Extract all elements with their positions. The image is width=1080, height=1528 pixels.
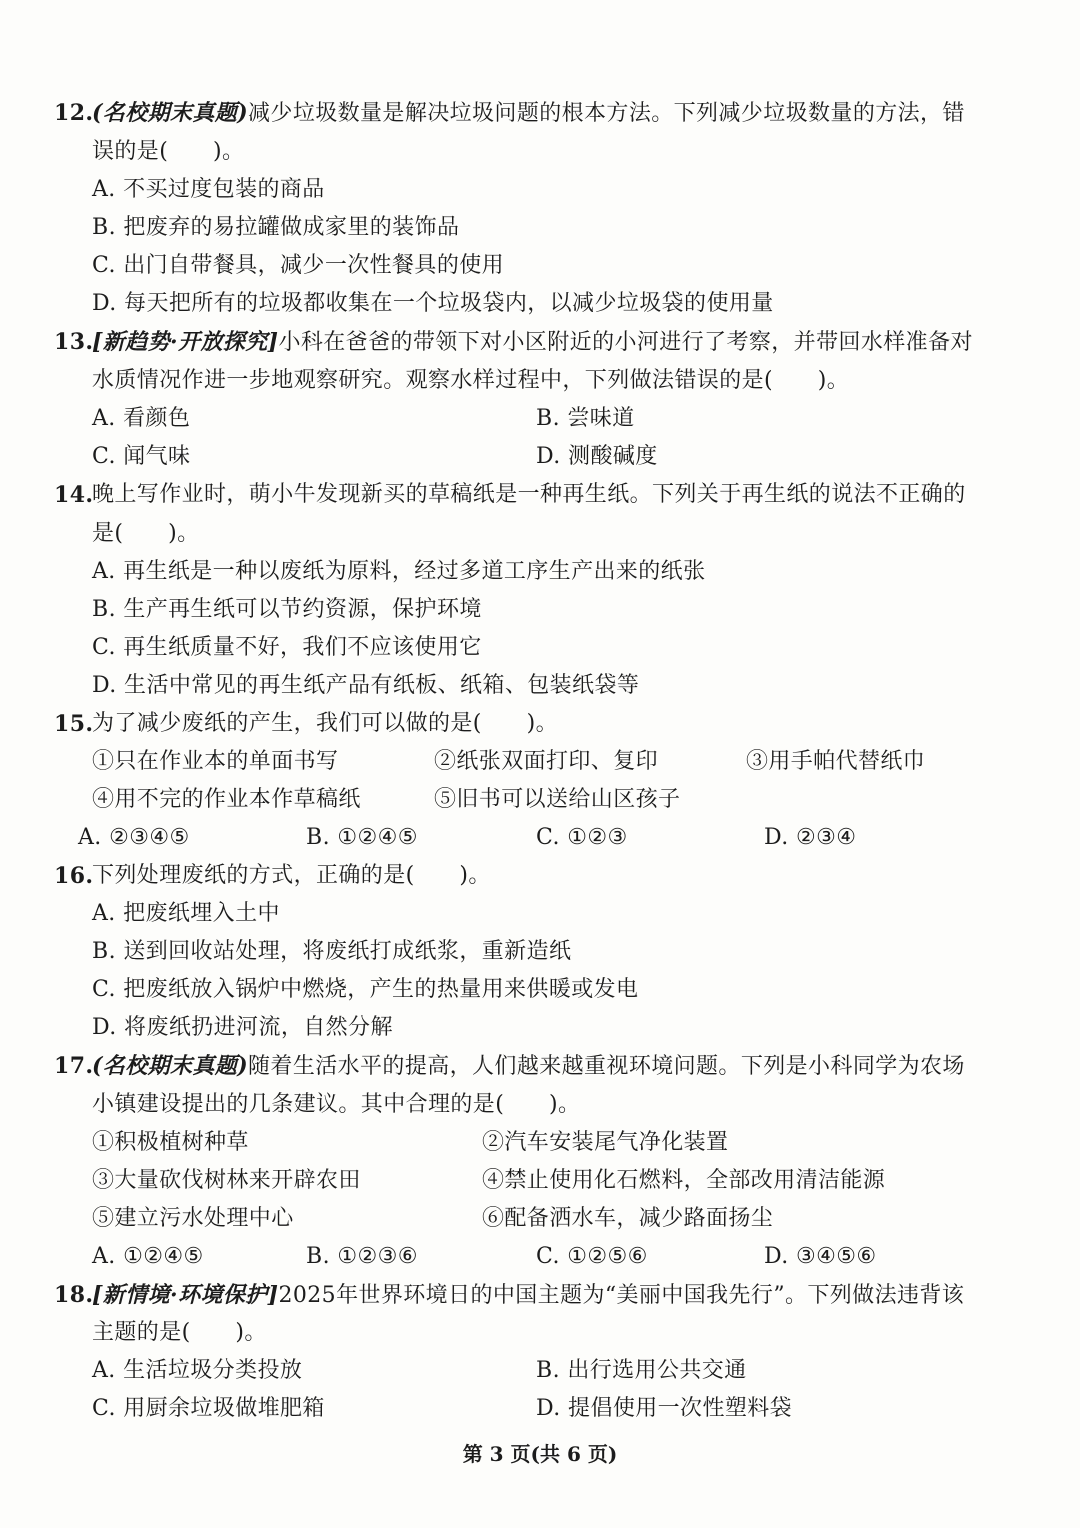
option-a: A. ②③④⑤ bbox=[78, 825, 190, 850]
page-number-footer: 第 3 页(共 6 页) bbox=[462, 1442, 618, 1466]
option-d: D. ③④⑤⑥ bbox=[764, 1244, 877, 1269]
question-tag: (名校期末真题) bbox=[92, 100, 249, 126]
exam-page: 12. (名校期末真题)减少垃圾数量是解决垃圾问题的根本方法。下列减少垃圾数量的方法，错 误的是( )。 A. 不买过度包装的商品 B. 把废弃的易拉罐做成家里的装饰品 C. 出门自带餐具，减少一次性餐具的使用 D. 每天把所有的垃圾都收集在一个垃圾袋内，以减少垃圾袋的使用量 13. [新趋势·开放探究]小科在爸爸的带领下对小区附近的小河进行了考察，并带回水样准备对 水质情况作进一步地观察研究。观察水样过程中，下列做法错误的是( )。 A. 看颜色 B. 尝味道 C. 闻气味 D. 测酸碱度 14. 晚上写作业时，萌小牛发现新买的草稿纸是一种再生纸。下列关于再生纸的说法不正确的 是( )。 A. 再生纸是一种以废纸为原料，经过多道工序生产出来的纸张 B. 生产再生纸可以节约资源，保护环境 C. 再生纸质量不好，我们不应该使用它 D. 生活中常见的再生纸产品有纸板、纸箱、包装纸袋等 15. 为了减少废纸的产生，我们可以做的是( )。 ①只在作业本的单面书写 ②纸张双面打印、复印 ③用手帕代替纸巾 ④用不完的作业本作草稿纸 ⑤旧书可以送给山区孩子 A. ②③④⑤ B. ①②④⑤ C. ①②③ D. ②③④ 16. 下列处理废纸的方式，正确的是( )。 A. 把废纸埋入土中 B. 送到回收站处理，将废纸打成纸浆，重新造纸 C. 把废纸放入锅炉中燃烧，产生的热量用来供暖或发电 D. 将废纸扔进河流，自然分解 17. (名校期末真题)随着生活水平的提高，人们越来越重视环境问题。下列是小科同学为农场 小镇建设提出的几条建议。其中合理的是( )。 ①积极植树种草 ②汽车安装尾气净化装置 ③大量砍伐树林来开辟农田 ④禁止使用化石燃料，全部改用清洁能源 ⑤建立污水处理中心 ⑥配备洒水车，减少路面扬尘 A. ①②④⑤ B. ①②③⑥ C. ①②⑤⑥ D. ③④⑤⑥ 18. [新情境·环境保护]2025年世界环境日的中国主题为“美丽中国我先行”。下列做法违背该 主题的是( )。 A. 生活垃圾分类投放 B. 出行选用公共交通 C. 用厨余垃圾做堆肥箱 D. 提倡使用一次性塑料袋 第 3 页(共 6 页) bbox=[0, 0, 1080, 1528]
option-a: A. 看颜色 bbox=[92, 406, 191, 431]
statement-item: ④禁止使用化石燃料，全部改用清洁能源 bbox=[482, 1168, 886, 1193]
statement-item: ⑤建立污水处理中心 bbox=[92, 1206, 294, 1231]
statement-item: ⑥配备洒水车，减少路面扬尘 bbox=[482, 1206, 774, 1231]
statement-item: ③大量砍伐树林来开辟农田 bbox=[92, 1168, 361, 1193]
option-d: D. ②③④ bbox=[764, 825, 857, 850]
option-b: B. 出行选用公共交通 bbox=[536, 1358, 747, 1383]
question-tag: (名校期末真题) bbox=[92, 1053, 249, 1079]
statement-item: ⑤旧书可以送给山区孩子 bbox=[434, 787, 681, 812]
statement-item: ①积极植树种草 bbox=[92, 1130, 249, 1155]
option-b: B. 尝味道 bbox=[536, 406, 635, 431]
option-c: C. ①②③ bbox=[536, 825, 628, 850]
statement-item: ④用不完的作业本作草稿纸 bbox=[92, 787, 361, 812]
question-number: 17. bbox=[54, 1053, 94, 1079]
option-d: D. 提倡使用一次性塑料袋 bbox=[536, 1396, 793, 1421]
question-number: 16. bbox=[54, 863, 94, 889]
question-number: 18. bbox=[54, 1282, 94, 1308]
option-a: A. ①②④⑤ bbox=[92, 1244, 204, 1269]
statement-item: ②纸张双面打印、复印 bbox=[434, 749, 659, 774]
option-a: A. 生活垃圾分类投放 bbox=[92, 1358, 303, 1383]
statement-item: ②汽车安装尾气净化装置 bbox=[482, 1130, 729, 1155]
statement-item: ③用手帕代替纸巾 bbox=[746, 749, 926, 774]
option-b: B. ①②③⑥ bbox=[306, 1244, 418, 1269]
question-number: 14. bbox=[54, 482, 94, 508]
statement-item: ①只在作业本的单面书写 bbox=[92, 749, 339, 774]
option-b: B. ①②④⑤ bbox=[306, 825, 418, 850]
option-c: C. 用厨余垃圾做堆肥箱 bbox=[92, 1396, 325, 1421]
question-number: 12. bbox=[54, 100, 94, 126]
option-d: D. 测酸碱度 bbox=[536, 444, 658, 469]
question-number: 15. bbox=[54, 711, 94, 737]
question-tag: [新趋势·开放探究] bbox=[92, 329, 279, 355]
option-c: C. ①②⑤⑥ bbox=[536, 1244, 648, 1269]
question-tag: [新情境·环境保护] bbox=[92, 1282, 279, 1308]
question-number: 13. bbox=[54, 329, 94, 355]
option-c: C. 闻气味 bbox=[92, 444, 191, 469]
